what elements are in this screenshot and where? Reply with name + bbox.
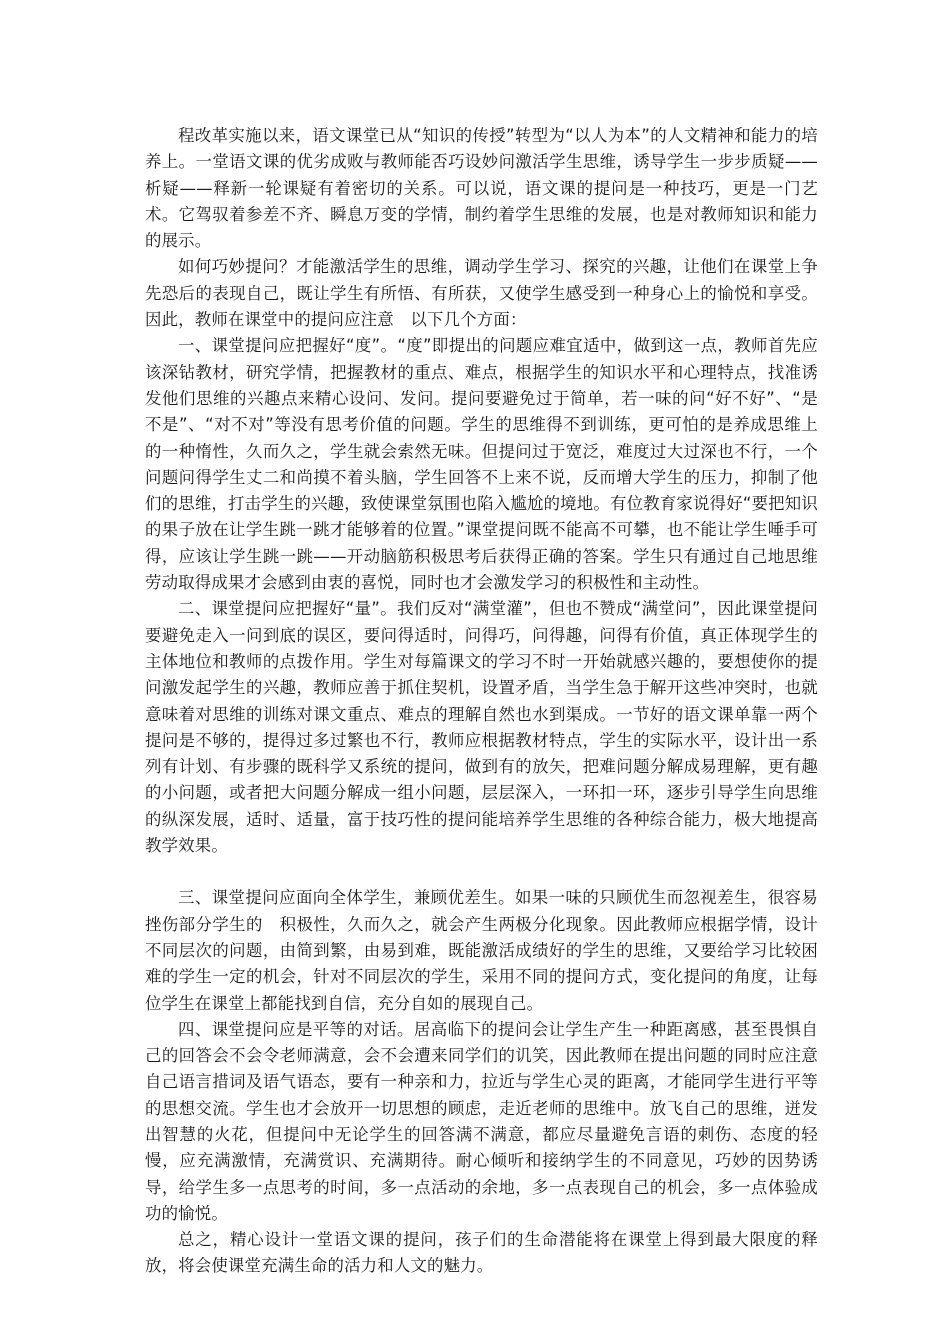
paragraph-point-three-all-students: 三、课堂提问应面向全体学生，兼顾优差生。如果一味的只顾优生而忽视差生，很容易挫伤部分学生的 积极性，久而久之，就会产生两极分化现象。因此教师应根据学情，设计不同层次的问题，由简到繁，由易到难，既能激活成绩好的学生的思维，又要给学习比较困难的学生一定的机会，针对不同层次的学生，采用不同的提问方式，变化提问的角度，让每位学生在课堂上都能找到自信，充分自如的展现自己。 <box>145 888 818 1013</box>
paragraph-point-two-quantity: 二、课堂提问应把握好“量”。我们反对“满堂灌”，但也不赞成“满堂问”，因此课堂提问要避免走入一问到底的误区，要问得适时，问得巧，问得趣，问得有价值，真正体现学生的主体地位和教师的点拨作用。学生对每篇课文的学习不时一开始就感兴趣的，要想使你的提问激发起学生的兴趣，教师应善于抓住契机，设置矛盾，当学生急于解开这些冲突时，也就意味着对思维的训练对课文重点、难点的理解自然也水到渠成。一节好的语文课单靠一两个提问是不够的，提得过多过繁也不行，教师应根据教材特点，学生的实际水平，设计出一系列有计划、有步骤的既科学又系统的提问，做到有的放矢，把难问题分解成易理解，更有趣的小问题，或者把大问题分解成一组小问题，层层深入，一环扣一环，逐步引导学生向思维的纵深发展，适时、适量，富于技巧性的提问能培养学生思维的各种综合能力，极大地提高教学效果。 <box>145 599 818 856</box>
paragraph-how-to-ask: 如何巧妙提问？才能激活学生的思维，调动学生学习、探究的兴趣，让他们在课堂上争先恐后的表现自己，既让学生有所悟、有所获，又使学生感受到一种身心上的愉悦和享受。因此，教师在课堂中的提问应注意 以下几个方面： <box>145 257 818 330</box>
paragraph-conclusion: 总之，精心设计一堂语文课的提问，孩子们的生命潜能将在课堂上得到最大限度的释放，将会使课堂充满生命的活力和人文的魅力。 <box>145 1230 818 1276</box>
paragraph-point-four-equal-dialogue: 四、课堂提问应是平等的对话。居高临下的提问会让学生产生一种距离感，甚至畏惧自己的回答会不会令老师满意，会不会遭来同学们的讥笑，因此教师在提出问题的同时应注意自己语言措词及语气语态，要有一种亲和力，拉近与学生心灵的距离，才能同学生进行平等的思想交流。学生也才会放开一切思想的顾虑，走近老师的思维中。放飞自己的思维，迸发出智慧的火花，但提问中无论学生的回答满不满意，都应尽量避免言语的刺伤、态度的轻慢，应充满激情，充满赏识、充满期待。耐心倾听和接纳学生的不同意见，巧妙的因势诱导，给学生多一点思考的时间，多一点活动的余地，多一点表现自己的机会，多一点体验成功的愉悦。 <box>145 1019 818 1223</box>
paragraph-point-one-degree: 一、课堂提问应把握好“度”。“度”即提出的问题应难宜适中，做到这一点，教师首先应该深钻教材，研究学情，把握教材的重点、难点，根据学生的知识水平和心理特点，找准诱发他们思维的兴趣点来精心设问、发问。提问要避免过于简单，若一味的问“好不好”、“是不是”、“对不对”等没有思考价值的问题。学生的思维得不到训练，更可怕的是养成思维上的一种惰性，久而久之，学生就会索然无味。但提问过于宽泛，难度过大过深也不行，一个问题问得学生丈二和尚摸不着头脑，学生回答不上来不说，反而增大学生的压力，抑制了他们的思维，打击学生的兴趣，致使课堂氛围也陷入尴尬的境地。有位教育家说得好“要把知识的果子放在让学生跳一跳才能够着的位置。”课堂提问既不能高不可攀，也不能让学生唾手可得，应该让学生跳一跳——开动脑筋积极思考后获得正确的答案。学生只有通过自己地思维劳动取得成果才会感到由衷的喜悦，同时也才会激发学习的积极性和主动性。 <box>145 336 818 593</box>
paragraph-intro: 程改革实施以来，语文课堂已从“知识的传授”转型为“以人为本”的人文精神和能力的培养上。一堂语文课的优劣成败与教师能否巧设妙问激活学生思维，诱导学生一步步质疑——析疑——释新一轮课疑有着密切的关系。可以说，语文课的提问是一种技巧，更是一门艺术。它驾驭着参差不齐、瞬息万变的学情，制约着学生思维的发展，也是对教师知识和能力的展示。 <box>145 126 818 251</box>
paragraph-gap <box>145 859 818 885</box>
document-body <box>145 123 818 1280</box>
